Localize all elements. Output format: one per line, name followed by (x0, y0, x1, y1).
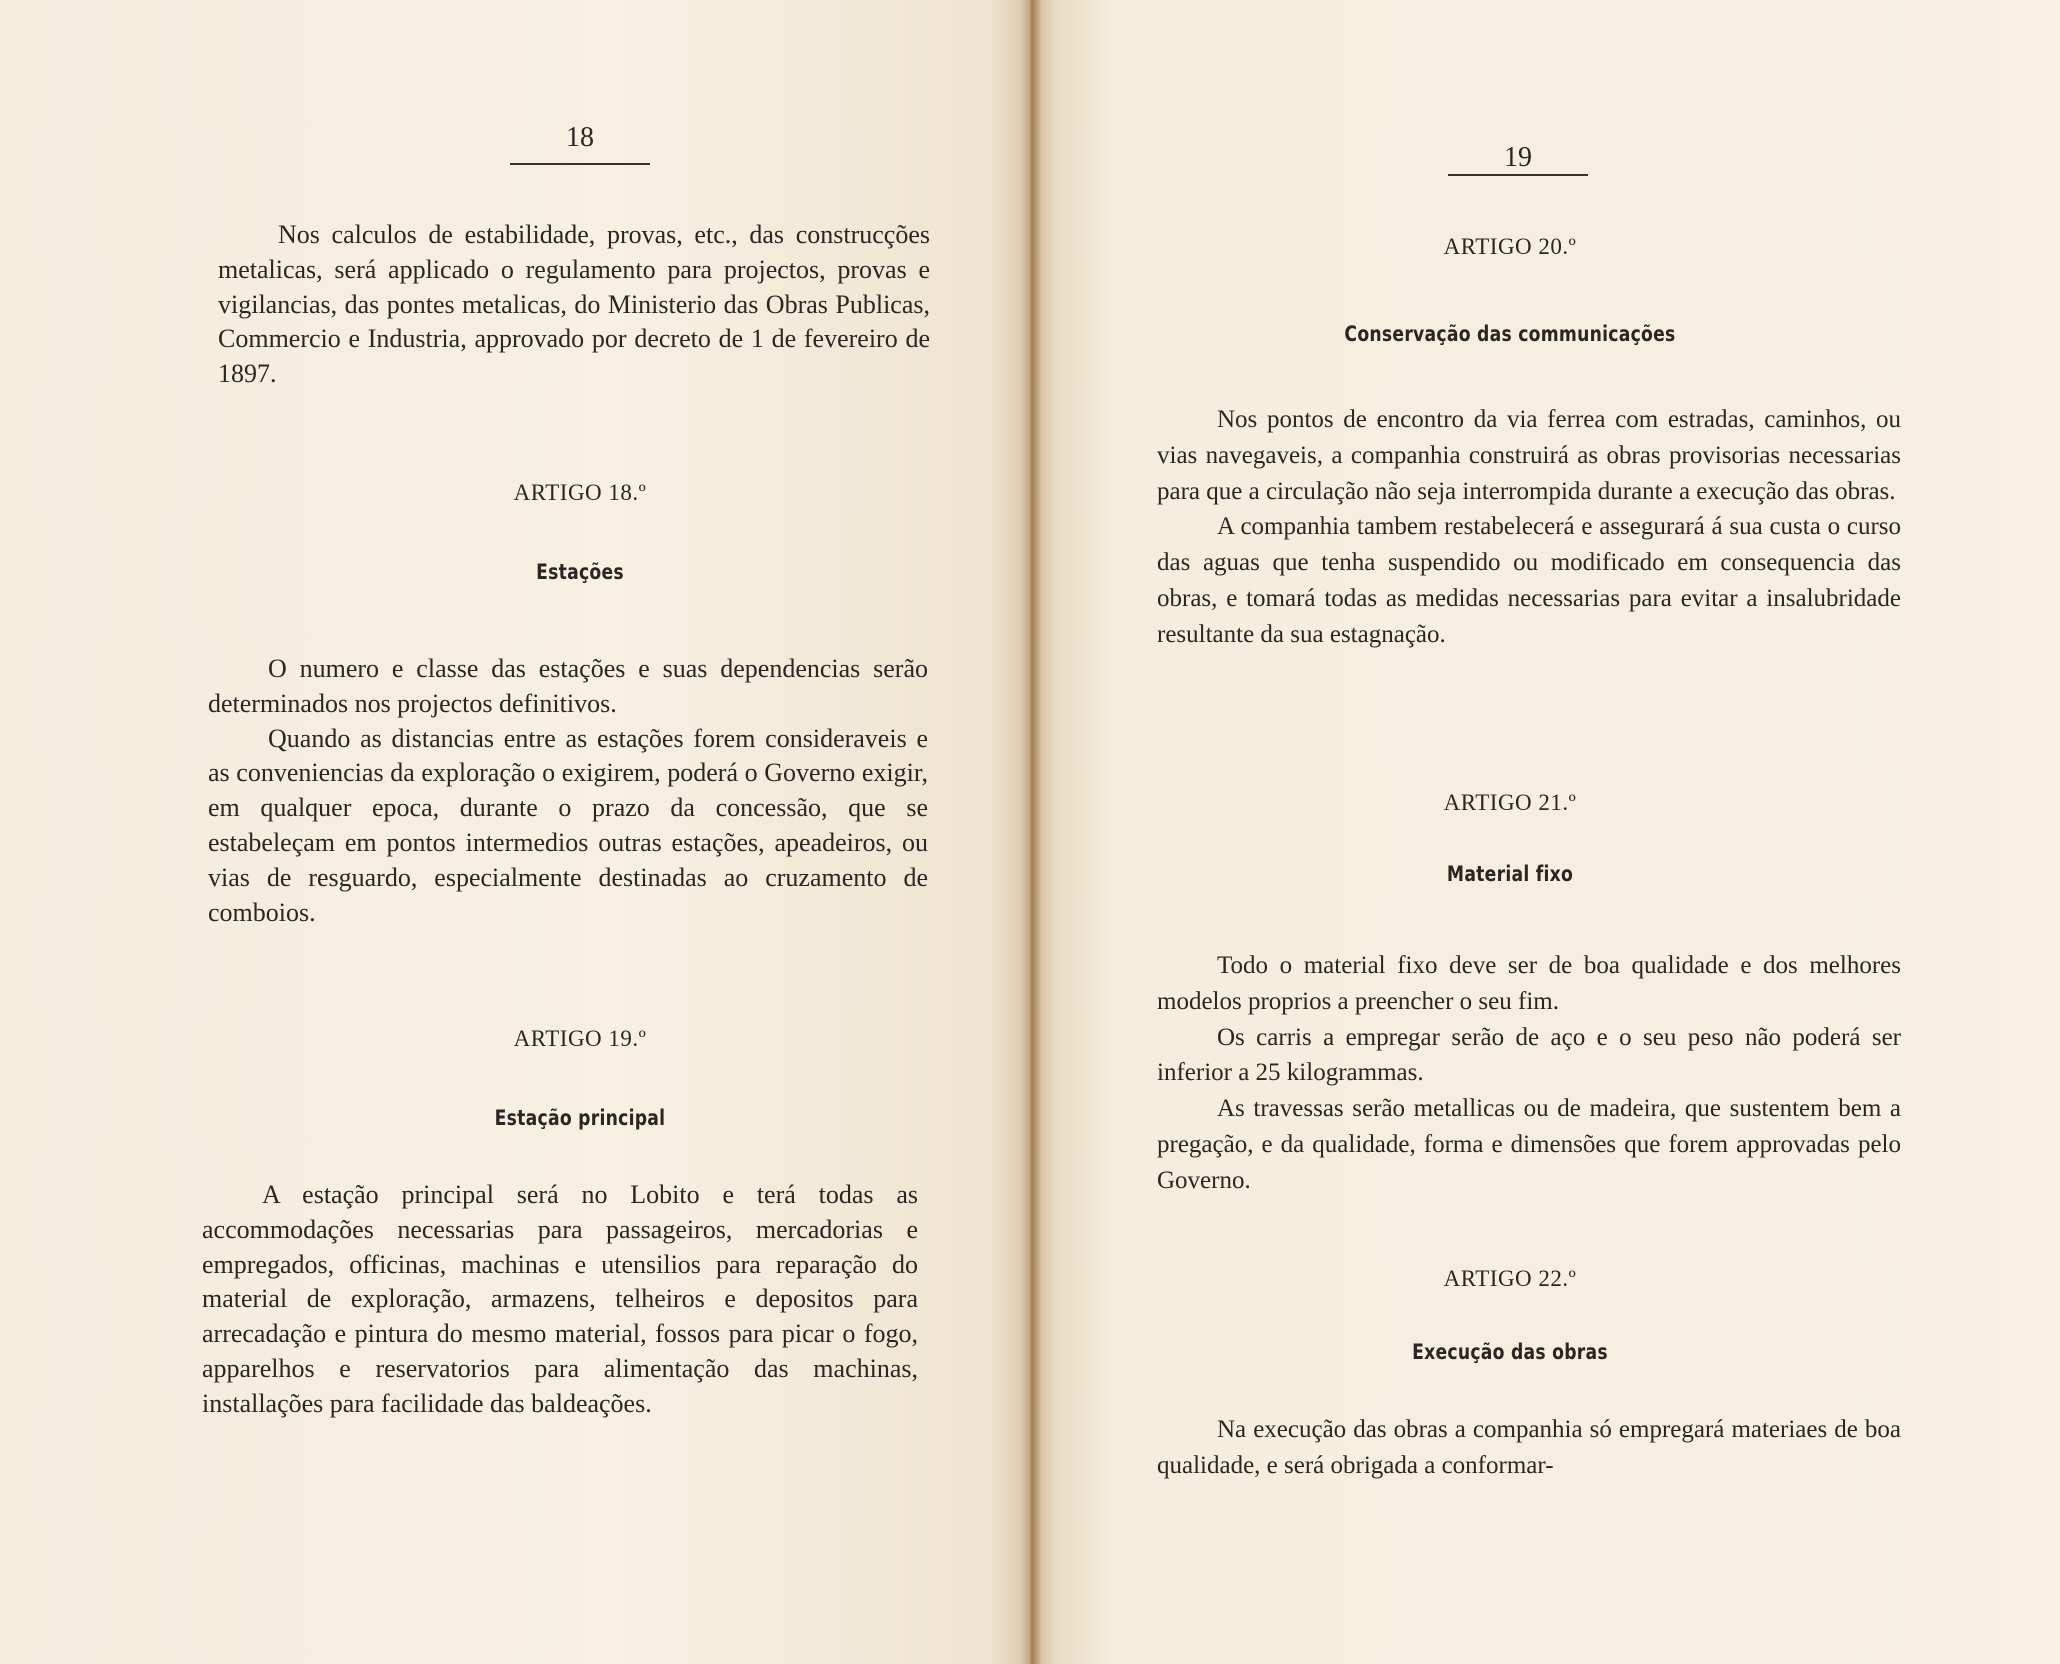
article-21-paragraph: Os carris a empregar serão de aço e o seu peso não poderá ser inferior a 25 kilogrammas. (1157, 1023, 1901, 1087)
right-page (1030, 0, 2060, 1664)
article-21-heading: Material fixo (1446, 862, 1574, 886)
article-21-label: ARTIGO 21.º (1443, 790, 1577, 815)
article-20-label: ARTIGO 20.º (1443, 234, 1577, 259)
page-number-rule (510, 163, 650, 165)
article-19-body (202, 1178, 918, 1422)
article-19-paragraph: A estação principal será no Lobito e terá todas as accommodações necessarias para passageiros, mercadorias e empregados, officinas, machinas e utensilios para reparação do material de exploração, armazens, telheiros e depositos para arrecadação e pintura do mesmo material, fossos para picar o fogo, apparelhos e reservatorios para alimentação das machinas, installações para facilidade das baldeações. (202, 1180, 918, 1418)
article-18-paragraph: O numero e classe das estações e suas dependencias serão determinados nos projectos definitivos. (208, 654, 928, 718)
article-21-paragraph: As travessas serão metallicas ou de madeira, que sustentem bem a pregação, e da qualidade, forma e dimensões que forem approvadas pelo Governo. (1157, 1095, 1901, 1194)
article-18-heading: Estações (536, 560, 624, 584)
article-18-label: ARTIGO 18.º (513, 480, 647, 505)
article-22-label: ARTIGO 22.º (1443, 1266, 1577, 1291)
book-gutter (1020, 0, 1042, 1664)
article-20-heading: Conservação das communicações (1344, 322, 1676, 346)
page-number-rule (1448, 174, 1588, 176)
article-20-paragraph: Nos pontos de encontro da via ferrea com estradas, caminhos, ou vias navegaveis, a companhia construirá as obras provisorias necessarias para que a circulação não seja interrompida durante a execução das obras. (1157, 406, 1901, 505)
intro-paragraph (218, 218, 930, 392)
article-18-body (208, 652, 928, 931)
article-18-paragraph: Quando as distancias entre as estações forem consideraveis e as conveniencias da exploração o exigirem, poderá o Governo exigir, em qualquer epoca, durante o prazo da concessão, que se estabeleçam em pontos intermedios outras estações, apeadeiros, ou vias de resguardo, especialmente destinadas ao cruzamento de comboios. (208, 723, 928, 927)
page-number: 18 (566, 122, 594, 153)
article-20-body (1157, 402, 1901, 652)
article-22-paragraph: Na execução das obras a companhia só empregará materiaes de boa qualidade, e será obrigada a conformar- (1157, 1416, 1901, 1479)
article-20-paragraph: A companhia tambem restabelecerá e assegurará á sua custa o curso das aguas que tenha suspendido ou modificado em consequencia das obras, e tomará todas as medidas necessarias para evitar a insalubridade resultante da sua estagnação. (1157, 513, 1901, 648)
article-21-paragraph: Todo o material fixo deve ser de boa qualidade e dos melhores modelos proprios a preencher o seu fim. (1157, 952, 1901, 1015)
article-22-body (1157, 1412, 1901, 1484)
article-19-heading: Estação principal (494, 1106, 666, 1130)
article-19-label: ARTIGO 19.º (513, 1026, 647, 1051)
article-22-heading: Execução das obras (1412, 1340, 1608, 1364)
article-21-body (1157, 948, 1901, 1198)
page-number: 19 (1504, 142, 1532, 173)
intro-paragraph-text: Nos calculos de estabilidade, provas, etc., das construcções metalicas, será applicado o regulamento para projectos, provas e vigilancias, das pontes metalicas, do Ministerio das Obras Publicas, Commercio e Industria, approvado por decreto de 1 de fevereiro de 1897. (218, 220, 930, 389)
